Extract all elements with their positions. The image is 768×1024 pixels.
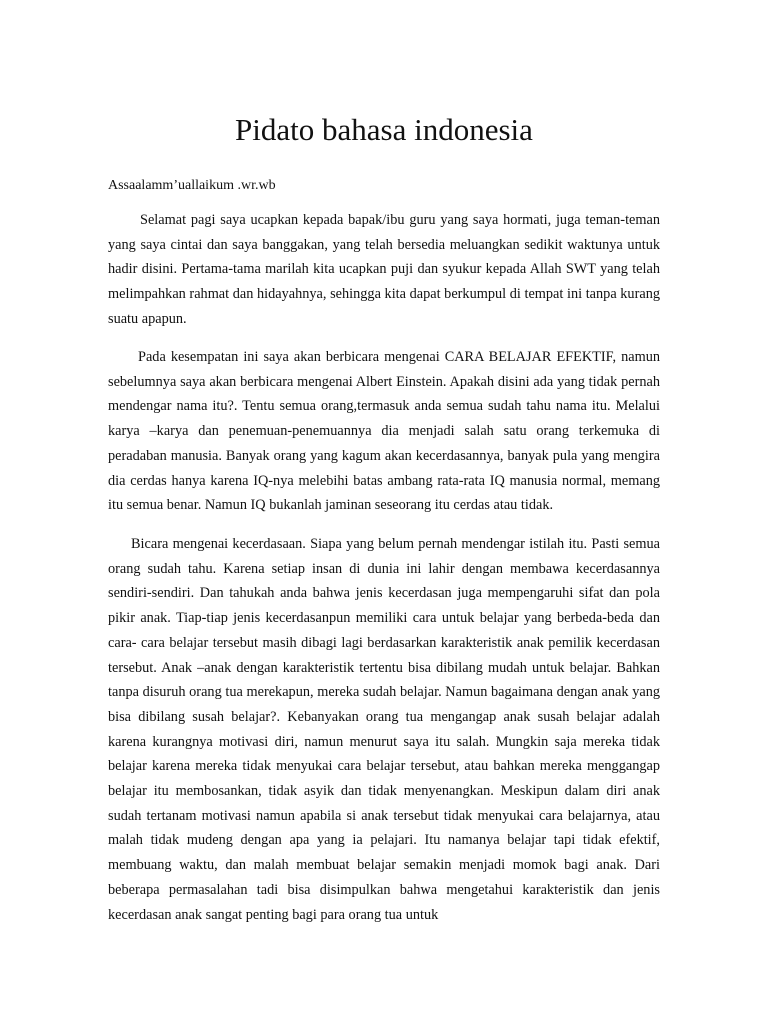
paragraph-einstein: Pada kesempatan ini saya akan berbicara mengenai CARA BELAJAR EFEKTIF, namun sebelumnya saya akan berbicara mengenai Albert Einstein. Apakah disini ada yang tidak pernah mendengar nama itu?. Tentu semua orang,termasuk anda semua sudah tahu nama itu. Melalui karya –karya dan penemuan-penemuannya dia menjadi salah satu orang terkemuka di peradaban manusia. Banyak orang yang kagum akan kecerdasannya, banyak pula yang mengira dia cerdas hanya karena IQ-nya melebihi batas ambang rata-rata IQ manusia normal, memang itu semua benar. Namun IQ bukanlah jaminan seseorang itu cerdas atau tidak. — [108, 349, 660, 514]
paragraph-intelligence: Bicara mengenai kecerdasaan. Siapa yang belum pernah mendengar istilah itu. Pasti semua orang sudah tahu. Karena setiap insan di dunia ini lahir dengan membawa kecerdasannya sendiri-sendiri. Dan tahukah anda bahwa jenis kecerdasan juga mempengaruhi sifat dan pola pikir anak. Tiap-tiap jenis kecerdasanpun memiliki cara untuk belajar yang berbeda-beda dan cara- cara belajar tersebut masih dibagi lagi berdasarkan karakteristik anak pemilik kecerdasan tersebut. Anak –anak dengan karakteristik tertentu bisa dibilang mudah untuk belajar. Bahkan tanpa disuruh orang tua merekapun, mereka sudah belajar. Namun bagaimana dengan anak yang bisa dibilang susah belajar?. Kebanyakan orang tua mengangap anak susah belajar adalah karena kurangnya motivasi diri, namun menurut saya itu salah. Mungkin saja mereka tidak belajar karena mereka tidak menyukai cara belajar tersebut, atau bahkan mereka menggangap belajar itu membosankan, tidak asyik dan tidak menyenangkan. Meskipun dalam diri anak sudah tertanam motivasi namun apabila si anak tersebut tidak menyukai cara belajarnya, atau malah tidak mudeng dengan apa yang ia pelajari. Itu namanya belajar tapi tidak efektif, membuang waktu, dan malah membuat belajar semakin menjadi momok bagi anak. Dari beberapa permasalahan tadi bisa disimpulkan bahwa mengetahui karakteristik dan jenis kecerdasan anak sangat penting bagi para orang tua untuk — [108, 536, 660, 923]
greeting-line: Assaalamm’uallaikum .wr.wb — [108, 178, 276, 193]
page-title: Pidato bahasa indonesia — [235, 112, 533, 147]
paragraph-opening: Selamat pagi saya ucapkan kepada bapak/ibu guru yang saya hormati, juga teman-teman yang saya cintai dan saya banggakan, yang telah bersedia meluangkan sedikit waktunya untuk hadir disini. Pertama-tama marilah kita ucapkan puji dan syukur kepada Allah SWT yang telah melimpahkan rahmat dan hidayahnya, sehingga kita dapat berkumpul di tempat ini tanpa kurang suatu apapun. — [108, 212, 660, 327]
